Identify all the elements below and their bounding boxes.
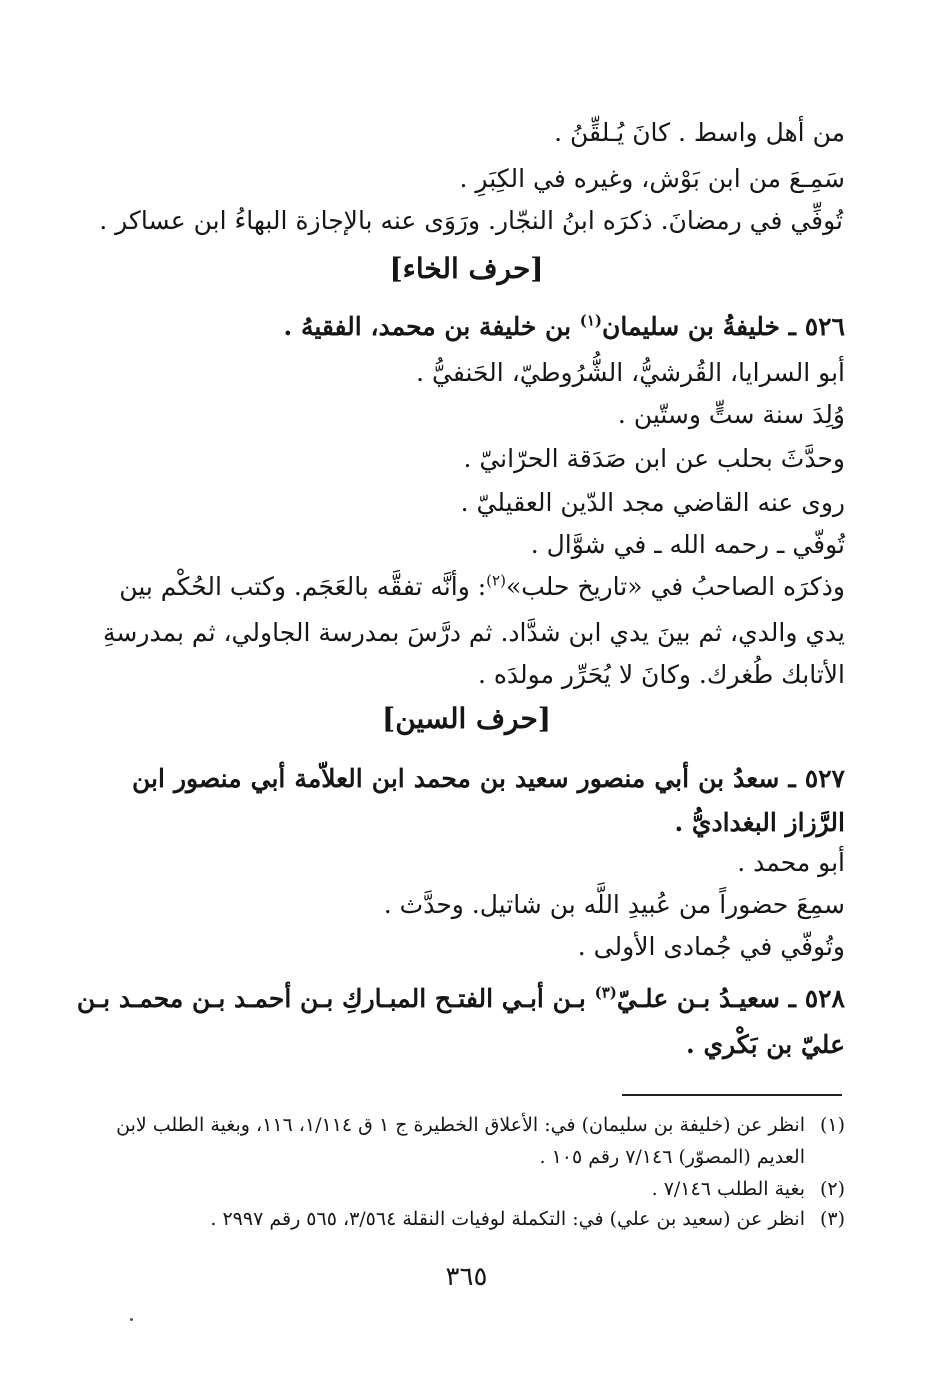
entry-527-title-cont: الرَّزاز البغداديُّ . [674,808,845,837]
entry-number: ٥٢٨ [804,984,845,1013]
entry-528-title-cont: عليّ بن بَكْري . [686,1030,845,1059]
entry-number: ٥٢٦ [804,312,845,341]
scan-speck [130,1318,133,1321]
entry-528-title [76,983,845,1014]
footnote-1-continuation: العديم (المصوّر) ٧/١٤٦ رقم ١٠٥ . [539,1146,805,1168]
section-heading-sin: [حرف السين] [381,702,552,735]
entry-number: ٥٢٧ [804,764,845,793]
body-paragraph-line: الأتابك طُغرك. وكانَ لا يُحَرِّر مولدَه . [477,660,845,689]
section-heading-kha: [حرف الخاء] [389,252,544,285]
body-line: روى عنه القاضي مجد الدّين العقيليّ . [460,488,845,517]
body-line: وتُوفّي في جُمادى الأولى . [577,932,845,961]
body-line: أبو السرايا، القُرشيُّ، الشُّرُوطيّ، الحَنفيُّ . [416,358,845,387]
paragraph-text: : وأنَّه تفقَّه بالعَجَم. وكتب الحُكْم بين [119,572,487,601]
body-line: أبو محمد . [737,848,845,877]
footnote-2 [116,1176,845,1202]
body-line: سَمِـعَ من ابن بَوْش، وغيره في الكِبَرِ . [459,164,845,193]
entry-527-title [132,764,845,794]
entry-name-rest: بن خليفة بن محمد، الفقيهُ . [283,312,580,341]
page-number: ٣٦٥ [445,1262,488,1292]
footnote-marker: (٢) [819,1178,845,1200]
body-line: وُلِدَ سنة ستٍّ وستّين . [617,400,845,429]
footnote-ref: (٣) [594,983,617,1002]
body-line: وحدَّثَ بحلب عن ابن صَدَقة الحرّانيّ . [463,444,845,473]
footnote-1 [116,1112,845,1138]
footnote-text: انظر عن (سعيد بن علي) في: التكملة لوفيات النقلة ٣/٥٦٤، ٥٦٥ رقم ٢٩٩٧ . [210,1208,805,1230]
entry-name: ـ خليفةُ بن سليمان [602,312,796,341]
body-paragraph-line [119,571,845,602]
entry-name-rest: بـن أبـي الفتـح المبـاركِ بـن أحمـد بـن محمـد بـن [76,984,595,1013]
footnote-marker: (١) [819,1114,845,1136]
body-paragraph-line: يدي والدي، ثم بينَ يدي ابن شدَّاد. ثم درَّسَ بمدرسة الجاولي، ثم بمدرسةِ [103,618,845,647]
footnote-3 [116,1206,845,1232]
body-line: سمِعَ حضوراً من عُبيدِ اللَّه بن شاتيل. وحدَّث . [383,890,845,919]
body-line: تُوفِّي في رمضانَ. ذكرَه ابنُ النجّار. ورَوَى عنه بالإجازة البهاءُ ابن عساكر . [99,206,843,235]
footnote-text: انظر عن (خليفة بن سليمان) في: الأعلاق الخطيرة ج ١ ق ١/١١٤، ١١٦، وبغية الطلب لابن [116,1114,805,1136]
footnote-ref: (١) [579,311,603,330]
body-line: تُوفّي ـ رحمه الله ـ في شوَّال . [530,530,845,559]
entry-name: ـ سعدُ بن أبي منصور سعيد بن محمد ابن العلاّمة أبي منصور ابن [132,764,796,793]
body-line: من أهل واسط . كانَ يُـلقِّنُ . [554,118,845,147]
entry-526-title [284,312,845,342]
footnote-separator [622,1094,842,1096]
footnote-marker: (٣) [819,1208,845,1230]
entry-name: ـ سعيـدُ بـن علـيّ [616,984,796,1013]
footnote-text: بغية الطلب ٧/١٤٦ . [651,1178,805,1200]
footnote-ref: (٢) [486,571,506,590]
paragraph-text: وذكرَه الصاحبُ في «تاريخ حلب» [505,572,845,601]
